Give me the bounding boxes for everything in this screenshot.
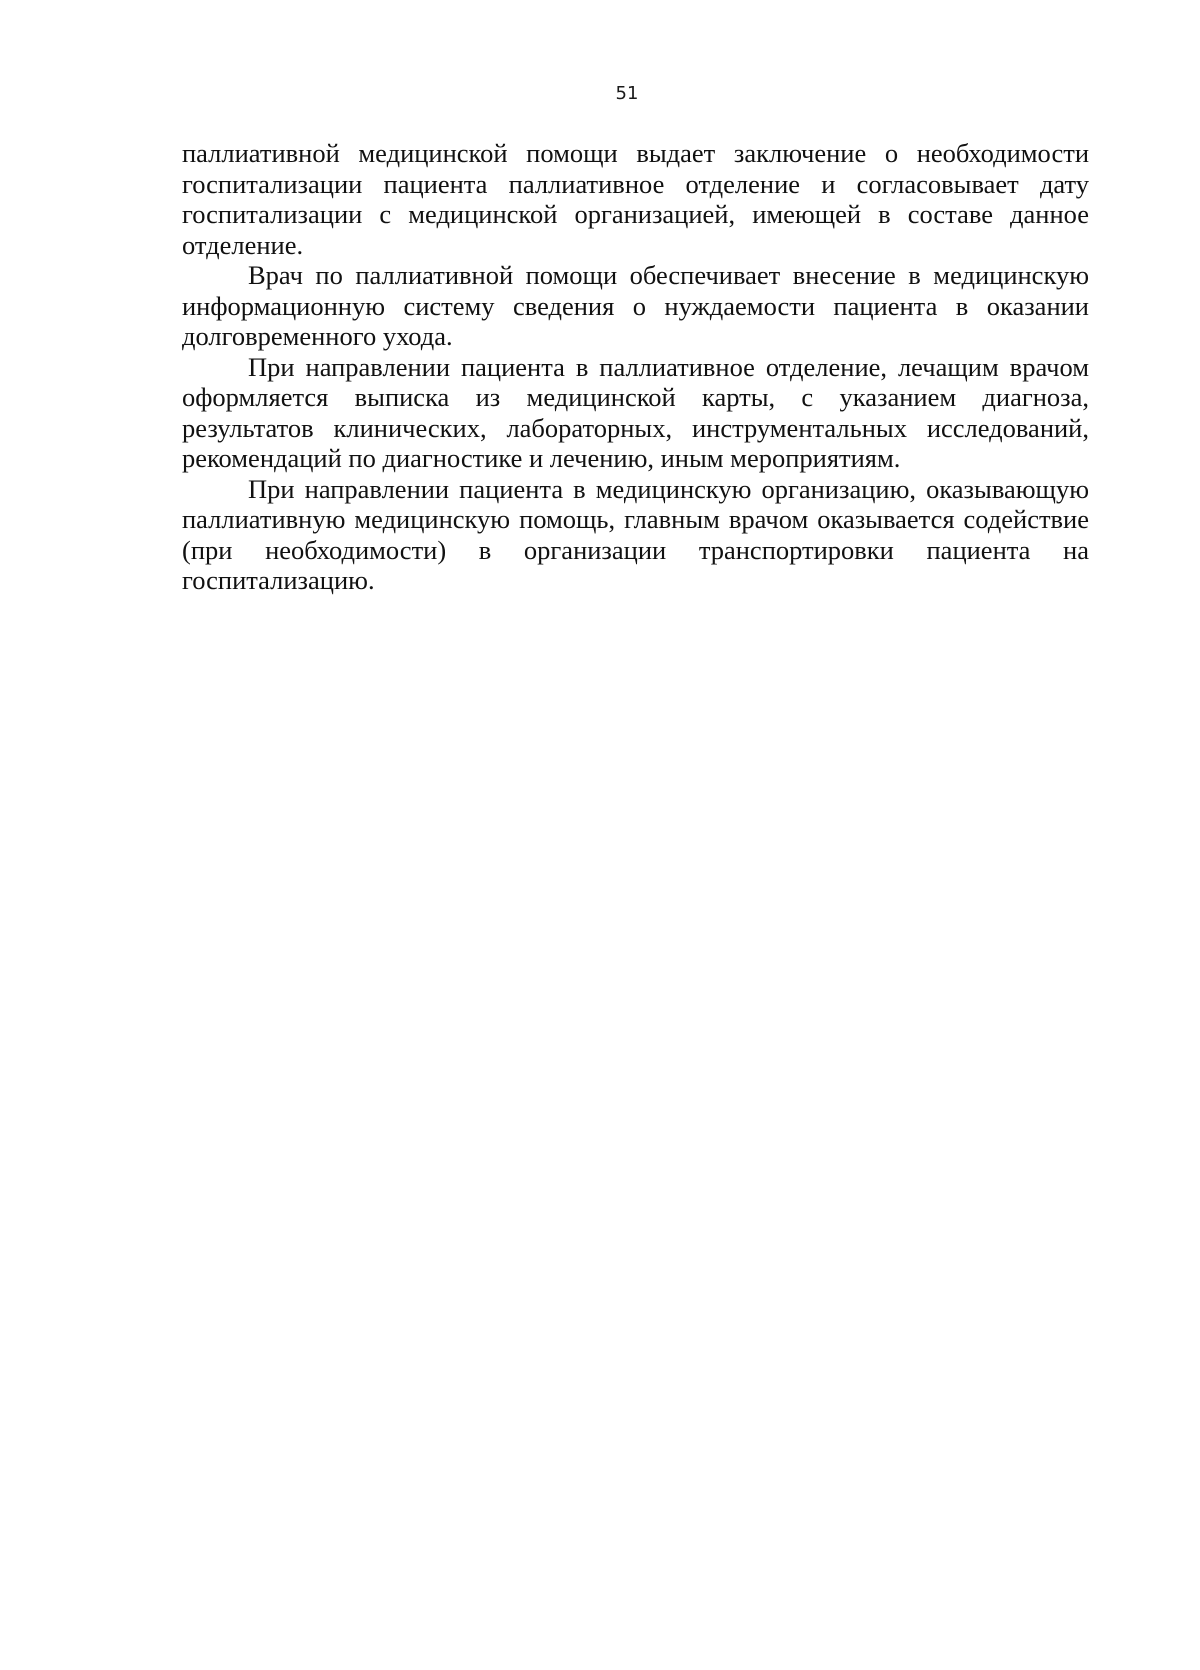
paragraph-medical-information-system: Врач по паллиативной помощи обеспечивает внесение в медицинскую информационную систему сведения о нуждаемости пациента в оказании долговременного ухода. — [182, 260, 1089, 351]
paragraph-continuation: паллиативной медицинской помощи выдает заключение о необходимости госпитализации пациента паллиативное отделение и согласовывает дату госпитализации с медицинской организацией, имеющей в составе данное отделение. — [182, 138, 1089, 260]
paragraph-patient-transportation: При направлении пациента в медицинскую организацию, оказывающую паллиативную медицинскую помощь, главным врачом оказывается содействие (при необходимости) в организации транспортировки пациента на госпитализацию. — [182, 473, 1089, 595]
paragraph-medical-record-extract: При направлении пациента в паллиативное отделение, лечащим врачом оформляется выписка из медицинской карты, с указанием диагноза, результатов клинических, лабораторных, инструментальных исследований, рекомендаций по диагностике и лечению, иным мероприятиям. — [182, 351, 1089, 473]
page-number: 51 — [615, 83, 639, 104]
document-body — [182, 138, 1089, 596]
